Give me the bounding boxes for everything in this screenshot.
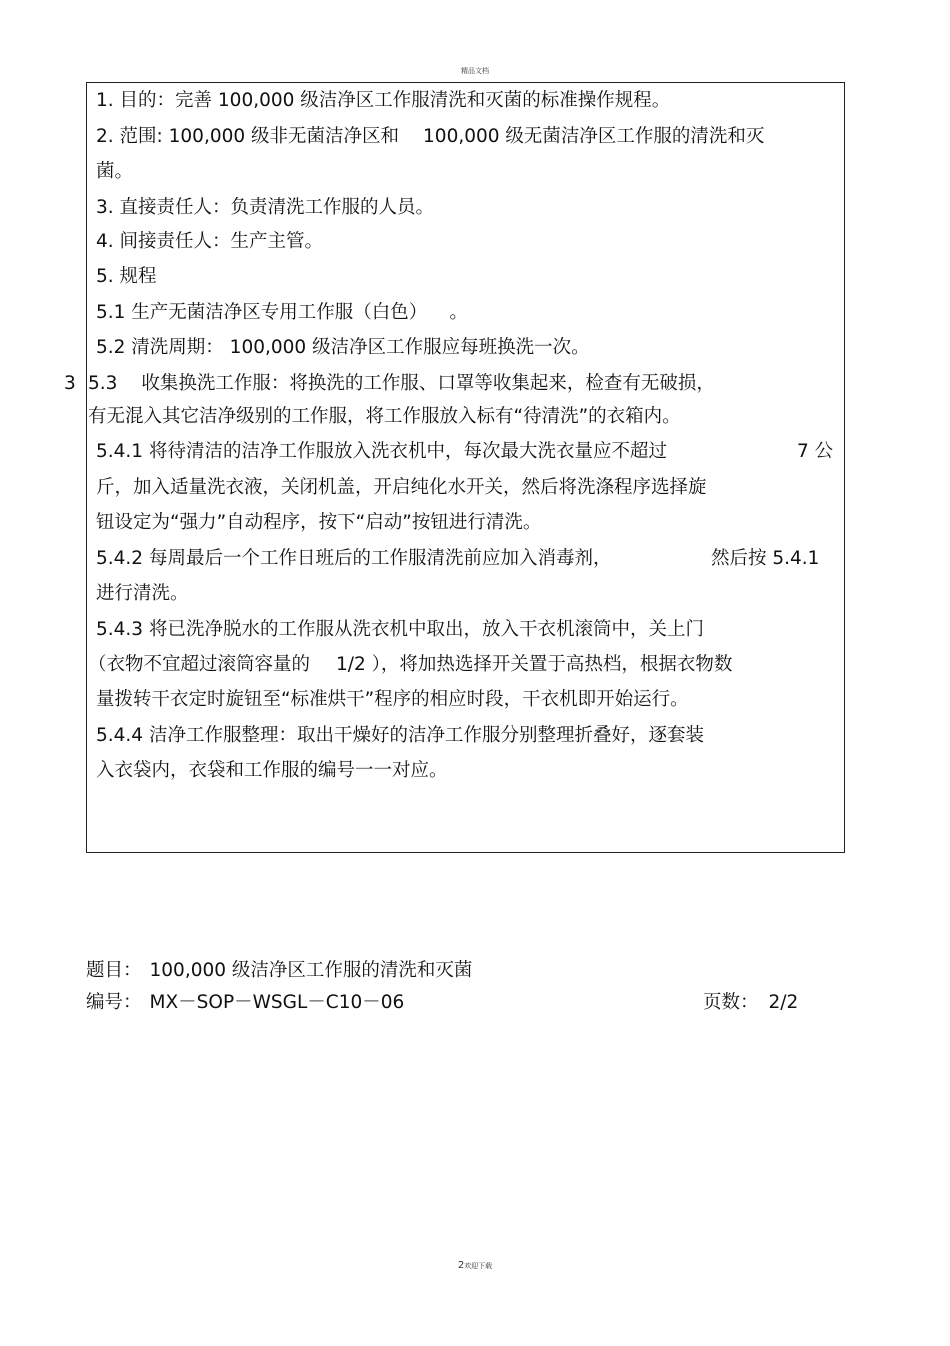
- header-watermark-text: 精品文档: [461, 67, 489, 75]
- page-number: 2: [457, 1260, 465, 1271]
- purpose-line: 1. 目的：完善 100,000 级洁净区工作服清洗和灭菌的标准操作规程。: [96, 90, 671, 111]
- section-5-4-1-line-3: 钮设定为“强力”自动程序，按下“启动”按钮进行清洗。: [96, 512, 542, 533]
- code-label: 编号：: [86, 992, 142, 1013]
- code-value: MX－SOP－WSGL－C10－06: [149, 992, 405, 1013]
- direct-responsible-line: 3. 直接责任人：负责清洗工作服的人员。: [96, 197, 435, 218]
- scope-line: [96, 126, 764, 148]
- section-5-4-3-line-3: 量拨转干衣定时旋钮至“标准烘干”程序的相应时段，干衣机即开始运行。: [96, 689, 689, 710]
- document-title-line: [86, 960, 472, 982]
- section-5-4-3-line-2: [88, 654, 732, 676]
- scope-line-part-1: 2. 范围: 100,000 级非无菌洁净区和: [96, 126, 400, 147]
- page-footer: [0, 1260, 950, 1271]
- page-footer-text: 欢迎下载: [464, 1262, 493, 1270]
- pages-value: 2/2: [768, 992, 799, 1013]
- section-5-4-3-line-2-part-1: （衣物不宜超过滚筒容量的: [88, 654, 311, 675]
- scope-line-continued: 菌。: [96, 161, 134, 182]
- section-5-4-3-line-2-part-2: 1/2 ），将加热选择开关置于高热档，根据衣物数: [336, 654, 733, 675]
- section-5-1-period: 。: [449, 302, 468, 323]
- section-5-4-1-line-2: 斤，加入适量洗衣液，关闭机盖，开启纯化水开关，然后将洗涤程序选择旋: [96, 477, 707, 498]
- section-5-4-3-line: 5.4.3 将已洗净脱水的工作服从洗衣机中取出，放入干衣机滚筒中，关上门: [96, 619, 704, 640]
- section-5-1-text: 5.1 生产无菌洁净区专用工作服（白色）: [96, 302, 428, 323]
- section-5-4-4-line-2: 入衣袋内，衣袋和工作服的编号一一对应。: [96, 760, 448, 781]
- procedure-heading: 5. 规程: [96, 266, 157, 287]
- section-5-3-number: 5.3: [88, 373, 118, 394]
- section-5-1-line: [96, 302, 468, 324]
- section-5-3-line: [88, 373, 715, 395]
- indirect-responsible-line: 4. 间接责任人：生产主管。: [96, 231, 324, 252]
- section-5-4-1-line-end: 7 公: [797, 441, 834, 462]
- section-5-4-4-line: 5.4.4 洁净工作服整理：取出干燥好的洁净工作服分别整理折叠好，逐套装: [96, 725, 704, 746]
- title-label: 题目：: [86, 960, 142, 981]
- scope-line-part-2: 100,000 级无菌洁净区工作服的清洗和灭: [423, 126, 765, 147]
- stray-number-mark: 3: [64, 373, 76, 394]
- page-count: [703, 992, 798, 1014]
- section-5-4-2-line-end: 然后按 5.4.1: [711, 548, 820, 569]
- section-5-3-text: 收集换洗工作服：将换洗的工作服、口罩等收集起来，检查有无破损，: [141, 373, 715, 394]
- pages-label: 页数：: [703, 992, 759, 1013]
- section-5-4-2-line: 5.4.2 每周最后一个工作日班后的工作服清洗前应加入消毒剂，: [96, 548, 612, 569]
- section-5-4-1-line: 5.4.1 将待清洁的洁净工作服放入洗衣机中，每次最大洗衣量应不超过: [96, 441, 667, 462]
- title-value: 100,000 级洁净区工作服的清洗和灭菌: [149, 960, 473, 981]
- document-code-line: [86, 992, 404, 1014]
- section-5-4-2-line-2: 进行清洗。: [96, 583, 189, 604]
- section-5-2-line: 5.2 清洗周期： 100,000 级洁净区工作服应每班换洗一次。: [96, 337, 590, 358]
- section-5-3-line-continued: 有无混入其它洁净级别的工作服，将工作服放入标有“待清洗”的衣箱内。: [88, 406, 681, 427]
